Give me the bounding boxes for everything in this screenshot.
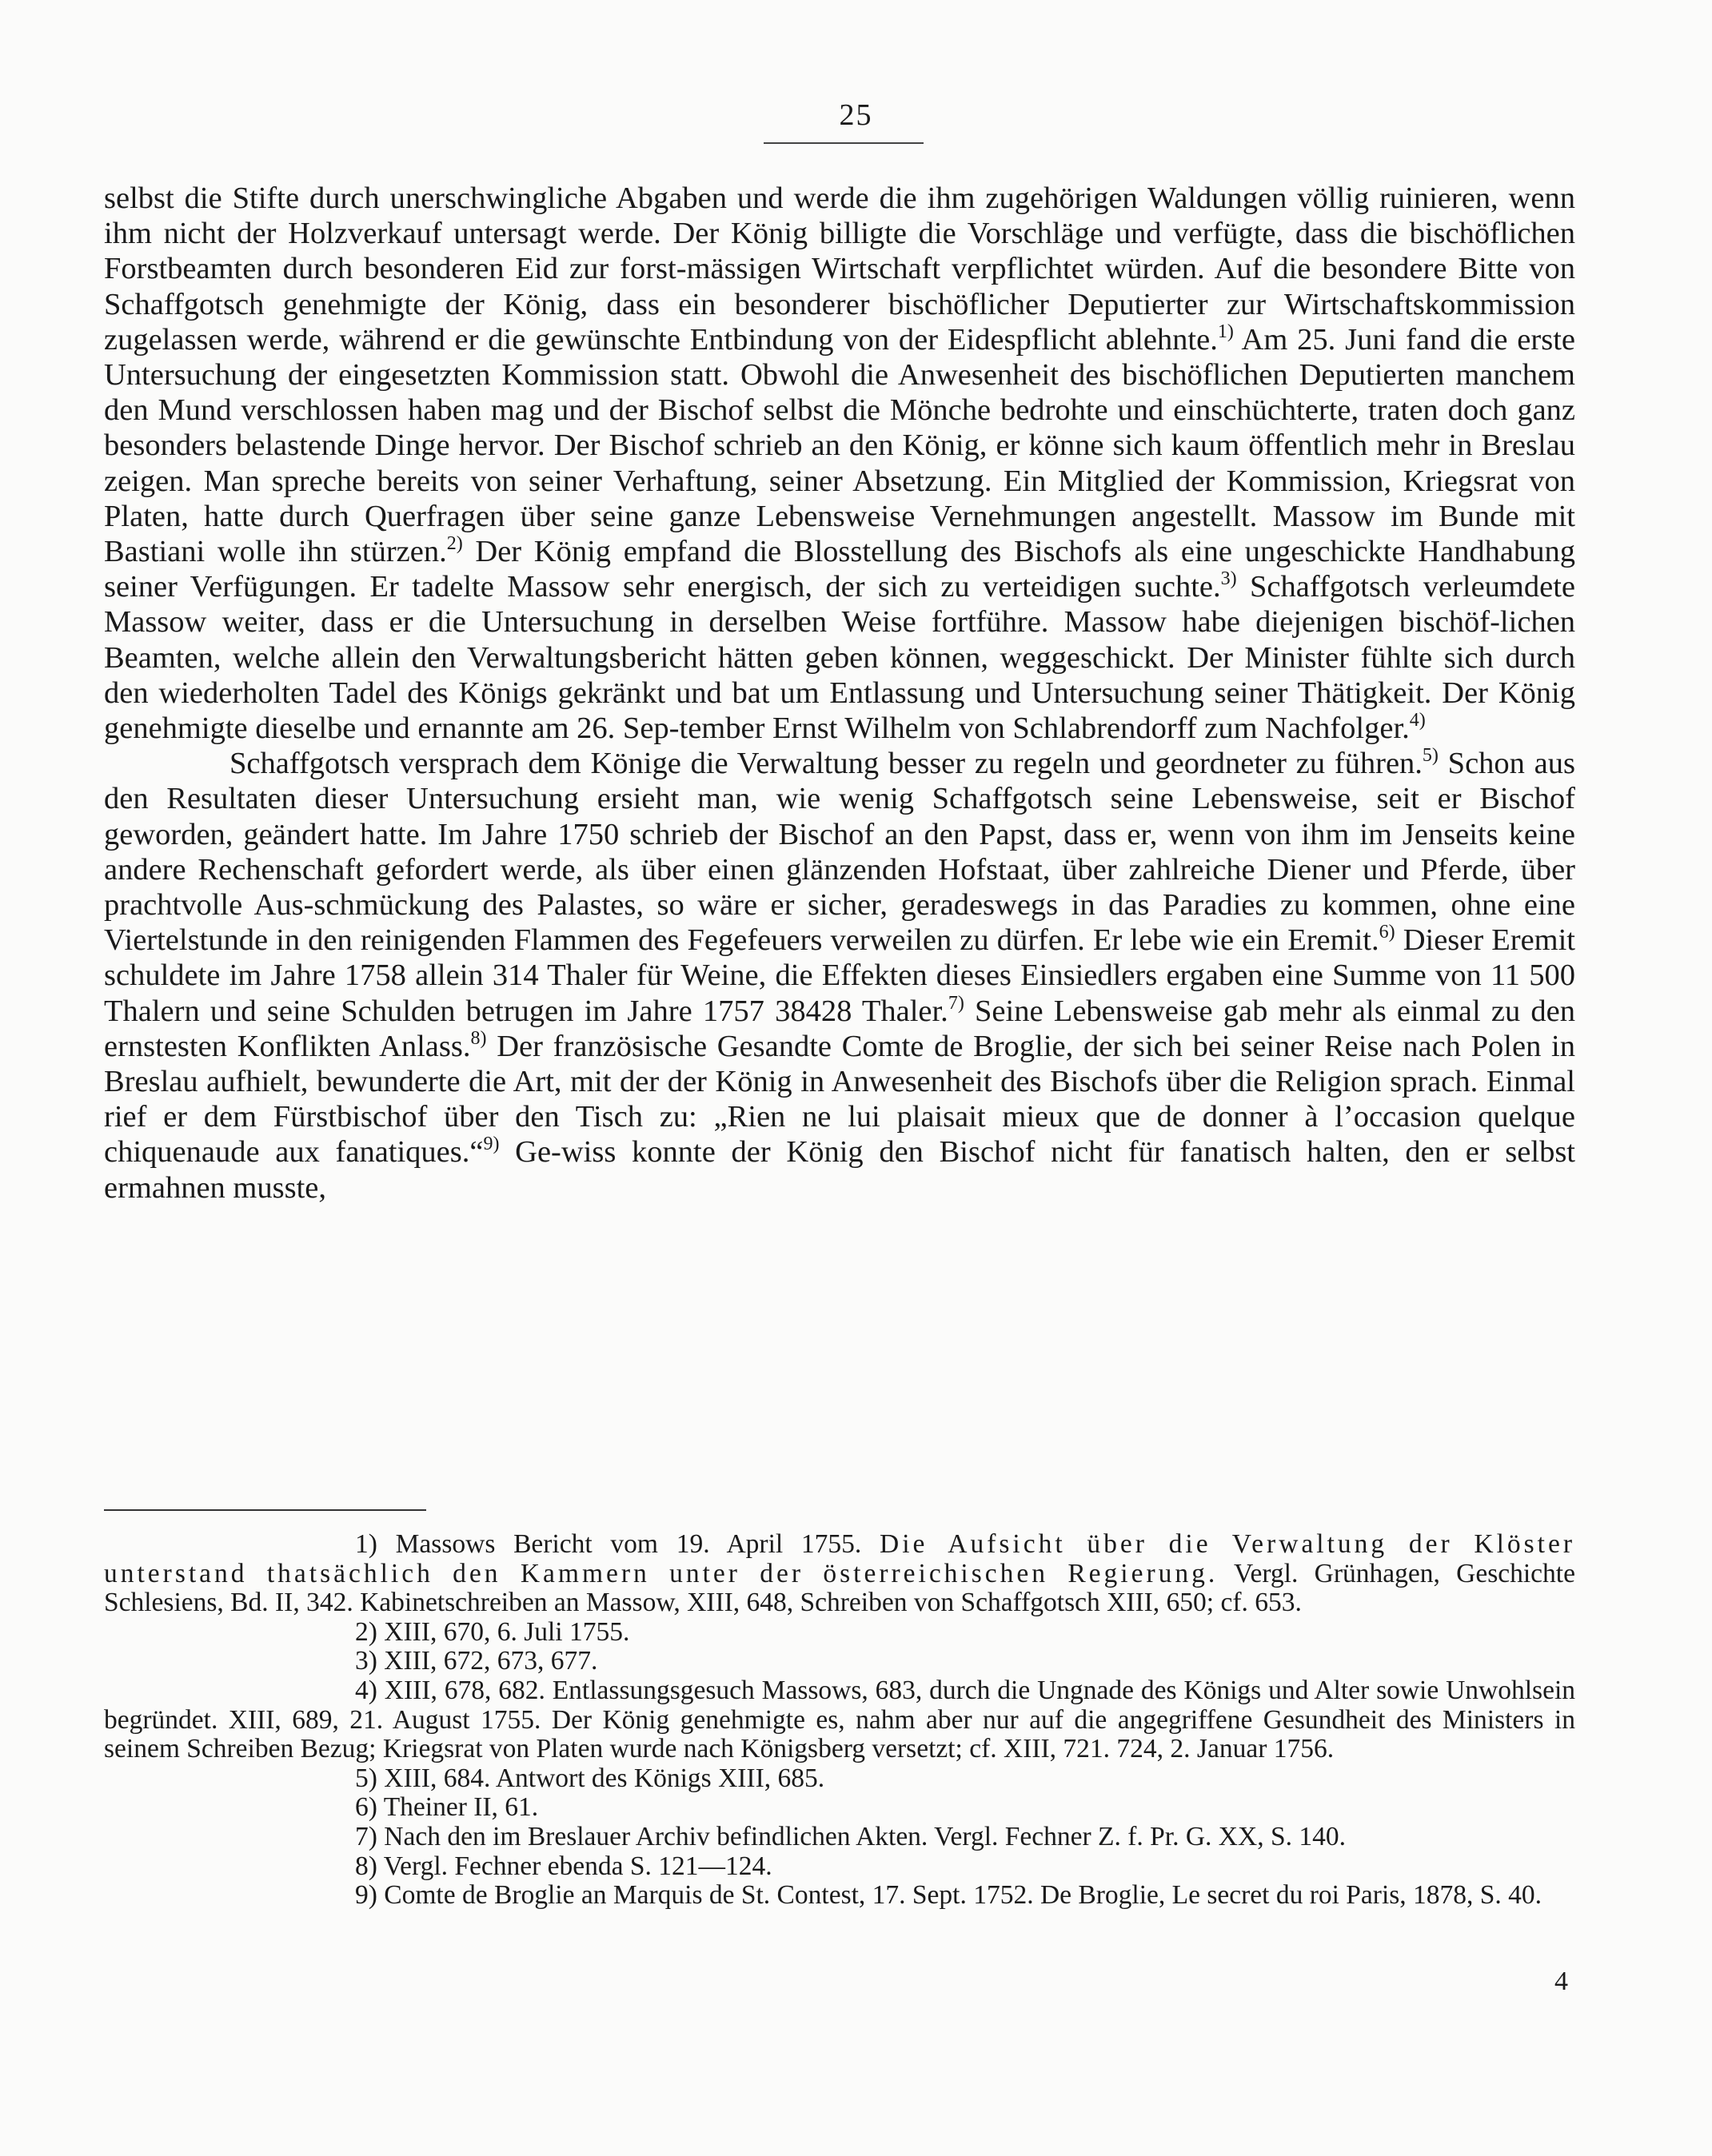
main-text [104, 181, 1575, 1206]
header-rule [764, 142, 924, 144]
footnote-rule [104, 1509, 426, 1511]
text-run: Schaffgotsch versprach dem Könige die Verwaltung besser zu regeln und geordneter zu führen. [229, 747, 1423, 781]
sheet-signature: 4 [1554, 1967, 1568, 1996]
footnote-6 [104, 1793, 1575, 1823]
footnote-8 [104, 1852, 1575, 1882]
footnote-text: Massows Bericht vom 19. April 1755. [395, 1529, 862, 1559]
footnote-ref-5: 5) [1422, 745, 1439, 767]
footnote-ref-7: 7) [948, 992, 964, 1014]
text-run: Der französische Gesandte Comte de Broglie, der sich bei seiner Reise nach Polen in Breslau aufhielt, bewunderte die Art, mit der der König in Anwesenheit des Bischofs über die Religion sprach. Einmal rief er dem Fürstbischof über den Tisch zu: „Rien ne lui plaisait mieux que de donner à l’occasion quelque chiquenaude aux fanatiques.“ [104, 1029, 1575, 1170]
footnote-7 [104, 1823, 1575, 1852]
footnote-ref-2: 2) [446, 533, 463, 555]
text-run: Dieser Eremit schuldete im Jahre 1758 allein 314 Thaler für Weine, die Effekten dieses Einsiedlers ergaben eine Summe von 11 500 Thalern und seine Schulden betrugen im Jahre 1757 38428 Thaler. [104, 923, 1576, 1028]
footnote-number: 7) [355, 1821, 377, 1851]
footnote-number: 6) [355, 1792, 377, 1823]
footnote-number: 9) [355, 1880, 377, 1911]
footnote-text: XIII, 684. Antwort des Königs XIII, 685. [384, 1763, 825, 1793]
footnote-3 [104, 1647, 1575, 1676]
footnote-text: XIII, 670, 6. Juli 1755. [384, 1616, 630, 1647]
footnote-ref-6: 6) [1379, 922, 1395, 943]
page-number: 25 [839, 98, 873, 132]
footnotes [104, 1530, 1575, 1911]
text-run: Seine Lebensweise gab mehr als einmal zu den ernstesten Konflikten Anlass. [104, 994, 1575, 1063]
paragraph-2 [104, 746, 1575, 1206]
text-run: Ge-wiss konnte der König den Bischof nicht für fanatisch halten, den er selbst ermahnen musste, [104, 1135, 1576, 1205]
footnote-text: Nach den im Breslauer Archiv befindlichen Akten. Vergl. Fechner Z. f. Pr. G. XX, S. 140. [384, 1821, 1346, 1851]
footnote-ref-3: 3) [1220, 568, 1237, 590]
text-run: selbst die Stifte durch unerschwingliche Abgaben und werde die ihm zugehörigen Waldungen völlig ruinieren, wenn ihm nicht der Holzverkauf untersagt werde. Der König billigte die Vorschläge und verfügte, dass die bischöflichen Forstbeamten durch besonderen Eid zur forst-mässigen Wirtschaft verpflichtet würden. Auf die besondere Bitte von Schaffgotsch genehmigte der König, dass ein besonderer bischöflicher Deputierter zur Wirtschaftskommission zugelassen werde, während er die gewünschte Entbindung von der Eidespflicht ablehnte. [104, 181, 1575, 357]
text-run: Schon aus den Resultaten dieser Untersuchung ersieht man, wie wenig Schaffgotsch seine Lebensweise, seit er Bischof geworden, geändert hatte. Im Jahre 1750 schrieb der Bischof an den Papst, dass er, wenn von ihm im Jenseits keine andere Rechenschaft gefordert werde, als über einen glänzenden Hofstaat, über zahlreiche Diener und Pferde, über prachtvolle Aus-schmückung des Palastes, so wäre er sicher, geradeswegs in das Paradies zu kommen, ohne eine Viertelstunde in den reinigenden Flammen des Fegefeuers verweilen zu dürfen. Er lebe wie ein Eremit. [104, 747, 1575, 958]
footnote-number: 8) [355, 1851, 377, 1881]
footnote-5 [104, 1764, 1575, 1794]
footnote-text: Vergl. Fechner ebenda S. 121—124. [383, 1851, 772, 1881]
text-run: Der König empfand die Blosstellung des Bischofs als eine ungeschickte Handhabung seiner Verfügungen. Er tadelte Massow sehr energisch, der sich zu verteidigen suchte. [104, 535, 1575, 604]
text-run: Schaffgotsch verleumdete Massow weiter, dass er die Untersuchung in derselben Weise fortführe. Massow habe diejenigen bischöf-lichen Beamten, welche allein den Verwaltungsbericht hätten geben können, weggeschickt. Der Minister fühlte sich durch den wiederholten Tadel des Königs gekränkt und bat um Entlassung und Untersuchung seiner Thätigkeit. Der König genehmigte dieselbe und ernannte am 26. Sep-tember Ernst Wilhelm von Schlabrendorff zum Nachfolger. [104, 570, 1575, 746]
footnote-number: 5) [355, 1763, 377, 1793]
footnote-9 [104, 1881, 1575, 1911]
footnote-text: Comte de Broglie an Marquis de St. Contest, 17. Sept. 1752. De Broglie, Le secret du roi Paris, 1878, S. 40. [384, 1880, 1542, 1911]
footnote-text: Vergl. Grünhagen, Geschichte Schlesiens, Bd. II, 342. Kabinetschreiben an Massow, XIII, 648, Schreiben von Schaffgotsch XIII, 650; cf. 653. [104, 1558, 1575, 1618]
footnote-4 [104, 1676, 1575, 1764]
footnote-ref-9: 9) [483, 1134, 500, 1155]
footnote-text: XIII, 672, 673, 677. [384, 1646, 598, 1676]
text-run: Am 25. Juni fand die erste Untersuchung der eingesetzten Kommission statt. Obwohl die Anwesenheit des bischöflichen Deputierten manchem den Mund verschlossen haben mag und der Bischof selbst die Mönche bedrohte und einschüchterte, traten doch ganz besonders belastende Dinge hervor. Der Bischof schrieb an den König, er könne sich kaum öffentlich mehr in Breslau zeigen. Man spreche bereits von seiner Verhaftung, seiner Absetzung. Ein Mitglied der Kommission, Kriegsrat von Platen, hatte durch Querfragen über seine ganze Lebensweise Vernehmungen angestellt. Massow im Bunde mit Bastiani wolle ihn stürzen. [104, 322, 1575, 569]
footnote-number: 3) [355, 1646, 377, 1676]
footnote-number: 4) [355, 1675, 377, 1705]
footnote-text: XIII, 678, 682. Entlassungsgesuch Massows, 683, durch die Ungnade des Königs und Alter sowie Unwohlsein begründet. XIII, 689, 21. August 1755. Der König genehmigte es, nahm aber nur auf die angegriffene Gesundheit des Ministers in seinem Schreiben Bezug; Kriegsrat von Platen wurde nach Königsberg versetzt; cf. XIII, 721. 724, 2. Januar 1756. [104, 1675, 1576, 1764]
footnote-emphasis: Die Aufsicht über die Verwaltung der Klöster unterstand thatsächlich den Kammern unter der österreichischen Regierung. [104, 1529, 1575, 1588]
footnote-1 [104, 1530, 1575, 1618]
footnote-number: 1) [355, 1529, 377, 1559]
footnote-ref-8: 8) [470, 1027, 487, 1049]
footnote-2 [104, 1618, 1575, 1648]
footnote-ref-4: 4) [1409, 710, 1426, 731]
footnote-number: 2) [355, 1616, 377, 1647]
footnote-ref-1: 1) [1217, 321, 1234, 342]
paragraph-1 [104, 181, 1575, 746]
footnote-text: Theiner II, 61. [383, 1792, 539, 1823]
